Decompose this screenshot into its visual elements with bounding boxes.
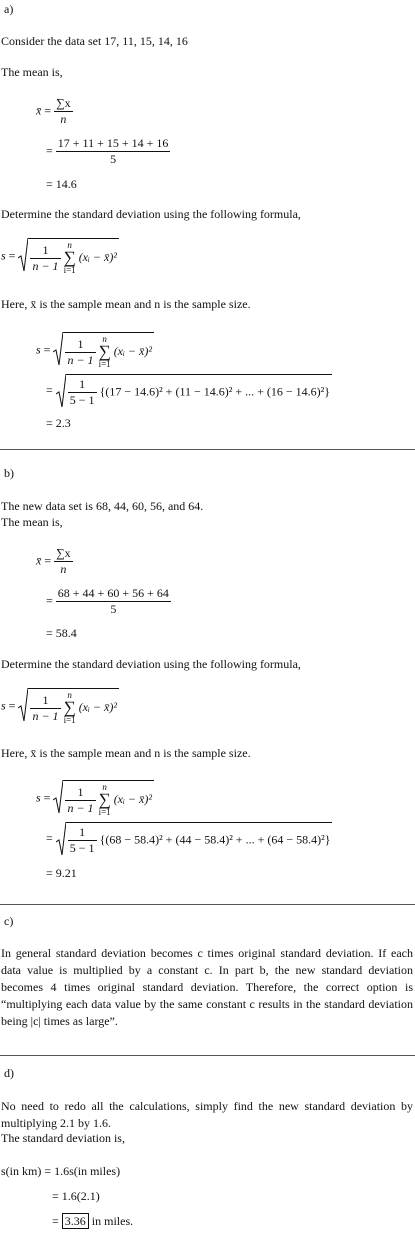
mean-step-denominator: 5 [110,152,117,166]
mean-fraction [54,96,73,127]
part-a-intro: Consider the data set 17, 11, 15, 14, 16 [1,34,188,48]
n-denominator: n [60,112,67,126]
part-a-mean-step: = $\frac{17 + 11 + 15 + 14 + 16}{5}$ [46,136,169,166]
part-a-label: a) [4,2,14,16]
divider-b-c [0,904,415,905]
part-b-sd-step: = $\frac{1}{5 - 1}$ {(68 − 58.4)² + (44 − 58.4)² + ... + (64 − 58.4)²} [46,822,332,856]
sum-x: ∑x [56,96,71,110]
part-d-label: d) [4,1066,14,1080]
final-answer-box: 3.36 [62,1213,89,1229]
part-b-intro: The new data set is 68, 44, 60, 56, and 64. [1,499,204,513]
part-d-paragraph: No need to redo all the calculations, simply find the new standard deviation by multiplying 2.1 by 1.6. [1,1099,413,1130]
sqrt-symbol: $\frac{1}{n - 1}$ n ∑ i=1 (xᵢ − x̄)² [18,238,118,275]
divider-c-d [0,1055,415,1056]
part-d-line-2: = 1.6(2.1) [52,1189,100,1203]
part-d-line-3: = 3.36 in miles. [52,1214,134,1228]
part-b-here-text: Here, x̄ is the sample mean and n is the sample size. [1,746,251,760]
part-a-sd-lead: Determine the standard deviation using the following formula, [1,207,301,221]
part-a-mean-formula: x̄ = $\frac{\sum x}{n}$ [36,96,71,126]
part-a-sd-result: = 2.3 [46,416,71,430]
mean-step-numerator: 17 + 11 + 15 + 14 + 16 [57,136,169,150]
part-b-sd-formula: s = $\frac{1}{n - 1}$ n ∑ i=1 (xᵢ − x̄)² [1,690,117,725]
part-a-sd-step: = $\frac{1}{5 - 1}$ {(17 − 14.6)² + (11 − 14.6)² + ... + (16 − 14.6)²} [46,374,332,408]
part-b-sd-lead: Determine the standard deviation using the following formula, [1,657,301,671]
part-a-here-text: Here, x̄ is the sample mean and n is the sample size. [1,297,251,311]
part-a-mean-result: = 14.6 [46,177,77,191]
part-b-mean-lead: The mean is, [1,515,63,529]
part-d-line-1: s(in km) = 1.6s(in miles) [1,1164,121,1178]
part-b-mean-step: = $\frac{68 + 44 + 60 + 56 + 64}{5}$ [46,586,169,616]
part-b-mean-formula: x̄ = $\frac{\sum x}{n}$ [36,546,71,576]
sd-step-expression: {(17 − 14.6)² + (11 − 14.6)² + ... + (16 − 14.6)²} [99,384,331,399]
part-a-sd-formula: s = $\frac{1}{n - 1}$ n ∑ i=1 (xᵢ − x̄)² [1,240,117,275]
part-b-label: b) [4,466,14,480]
part-c-paragraph: In general standard deviation becomes c times original standard deviation. If each data value is multiplied by a constant c. In part b, the new standard deviation becomes 4 times original standard deviation. Therefore, the correct option is “multiplying each data value by the same constant c results in the standard deviation being |c| times as large”. [1,946,413,1028]
part-b-sd-result: = 9.21 [46,866,77,880]
xbar-symbol: x̄ [36,103,42,118]
part-d-sd-lead: The standard deviation is, [1,1131,125,1145]
part-a-sd-formula-2: s = $\frac{1}{n - 1}$ n ∑ i=1 (xᵢ − x̄)² [36,334,152,369]
divider-a-b [0,449,415,450]
part-b-mean-result: = 58.4 [46,626,77,640]
part-a-mean-lead: The mean is, [1,65,63,79]
part-c-label: c) [4,914,14,928]
part-b-sd-formula-2: s = $\frac{1}{n - 1}$ n ∑ i=1 (xᵢ − x̄)² [36,782,152,817]
